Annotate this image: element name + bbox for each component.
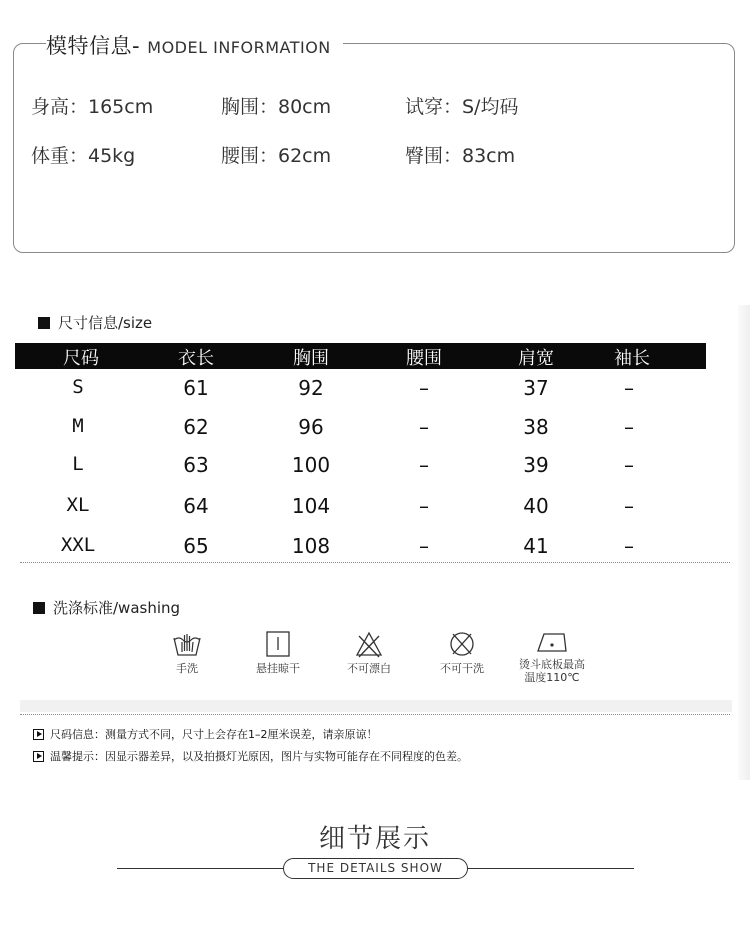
tip-note-text: 温馨提示：因显示器差异，以及拍摄灯光原因，图片与实物可能存在不同程度的色差。 xyxy=(50,750,468,763)
washing-heading-text: 洗涤标准/washing xyxy=(53,599,181,617)
tip-note xyxy=(33,748,468,764)
square-bullet-icon xyxy=(33,602,45,614)
hand-wash-icon xyxy=(171,630,203,658)
washing-heading xyxy=(33,597,180,618)
table-cell: – xyxy=(419,494,429,518)
table-cell: 92 xyxy=(298,376,324,400)
square-bullet-icon xyxy=(38,317,50,329)
wash-label: 温度110℃ xyxy=(524,671,580,684)
table-cell: 41 xyxy=(523,534,549,558)
table-cell: – xyxy=(624,415,634,439)
no-bleach-icon xyxy=(353,630,385,658)
hang-dry-icon xyxy=(262,630,294,658)
gray-band xyxy=(20,700,732,712)
table-cell: L xyxy=(72,453,84,475)
table-cell: – xyxy=(419,376,429,400)
col-header: 腰围 xyxy=(406,348,442,369)
iron-icon xyxy=(534,630,570,654)
table-cell: XXL xyxy=(60,534,96,556)
size-note xyxy=(33,726,378,742)
model-hip: 臀围：83cm xyxy=(405,145,516,167)
size-table-header xyxy=(15,343,706,369)
col-header: 尺码 xyxy=(63,348,99,369)
table-cell: 39 xyxy=(523,453,549,477)
wash-dryclean xyxy=(432,630,492,675)
wash-label: 烫斗底板最高 xyxy=(519,658,585,671)
table-cell: 63 xyxy=(183,453,209,477)
table-row xyxy=(15,415,706,445)
table-row xyxy=(15,534,706,564)
table-cell: 65 xyxy=(183,534,209,558)
size-table xyxy=(15,343,706,558)
size-heading-text: 尺寸信息/size xyxy=(58,314,153,332)
wash-hang xyxy=(248,630,308,675)
edge-shadow xyxy=(738,305,750,780)
divider xyxy=(20,714,730,715)
table-cell: 64 xyxy=(183,494,209,518)
wash-bleach xyxy=(338,630,400,675)
wash-iron xyxy=(510,630,594,684)
model-chest: 胸围：80cm xyxy=(221,96,332,118)
wash-label: 手洗 xyxy=(176,662,198,675)
wash-hand xyxy=(160,630,214,675)
model-waist: 腰围：62cm xyxy=(221,145,332,167)
model-info-title xyxy=(46,30,343,60)
table-cell: – xyxy=(419,534,429,558)
no-dry-clean-icon xyxy=(446,630,478,658)
table-cell: – xyxy=(624,453,634,477)
table-row xyxy=(15,453,706,483)
table-cell: 40 xyxy=(523,494,549,518)
col-header: 胸围 xyxy=(293,348,329,369)
table-cell: – xyxy=(624,376,634,400)
table-cell: 37 xyxy=(523,376,549,400)
table-cell: 38 xyxy=(523,415,549,439)
details-subtitle: THE DETAILS SHOW xyxy=(283,858,468,879)
table-cell: XL xyxy=(66,494,90,516)
table-cell: 96 xyxy=(298,415,324,439)
col-header: 衣长 xyxy=(178,348,214,369)
model-height: 身高：165cm xyxy=(31,96,154,118)
wash-label: 悬挂晾干 xyxy=(256,662,300,675)
table-cell: – xyxy=(419,453,429,477)
table-row xyxy=(15,494,706,524)
table-cell: 100 xyxy=(291,453,331,477)
details-title: 细节展示 xyxy=(318,824,431,854)
table-row xyxy=(15,376,706,406)
size-heading xyxy=(38,312,152,333)
table-cell: – xyxy=(419,415,429,439)
model-weight: 体重：45kg xyxy=(31,145,136,167)
model-try-on: 试穿：S/均码 xyxy=(405,96,519,118)
table-cell: 104 xyxy=(291,494,331,518)
size-note-text: 尺码信息：测量方式不同，尺寸上会存在1–2厘米误差，请亲原谅！ xyxy=(50,728,378,741)
divider xyxy=(117,868,285,869)
table-cell: 61 xyxy=(183,376,209,400)
table-cell: 62 xyxy=(183,415,209,439)
table-cell: S xyxy=(72,376,84,398)
wash-label: 不可干洗 xyxy=(440,662,484,675)
model-title-cn: 模特信息- xyxy=(46,34,141,58)
wash-label: 不可漂白 xyxy=(347,662,391,675)
play-arrow-icon xyxy=(33,751,44,762)
table-cell: – xyxy=(624,534,634,558)
col-header: 肩宽 xyxy=(518,348,554,369)
table-cell: 108 xyxy=(291,534,331,558)
divider xyxy=(20,562,730,563)
divider xyxy=(466,868,634,869)
model-title-en: MODEL INFORMATION xyxy=(147,38,331,57)
table-cell: – xyxy=(624,494,634,518)
table-cell: M xyxy=(72,415,84,437)
play-arrow-icon xyxy=(33,729,44,740)
col-header: 袖长 xyxy=(614,348,650,369)
